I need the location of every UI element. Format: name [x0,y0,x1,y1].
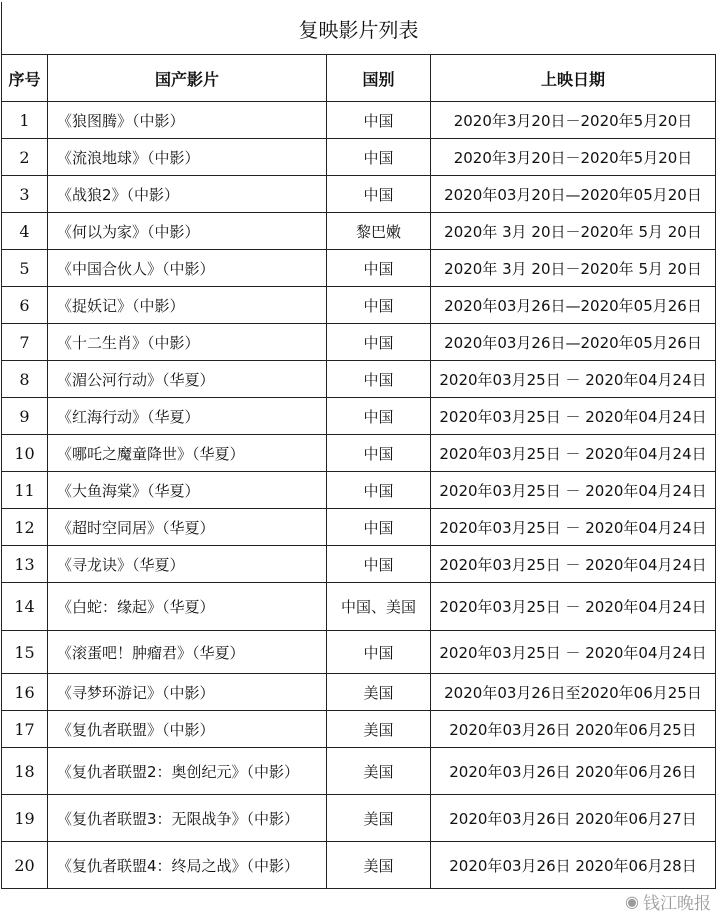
table-row [2,102,716,139]
table-row [2,711,716,748]
cell-name: 《复仇者联盟4：终局之战》（中影） [48,842,327,889]
header-row [2,55,716,102]
cell-country: 中国 [327,324,431,361]
table-row [2,631,716,674]
cell-no: 1 [2,102,48,139]
cell-date: 2020年03月20日—2020年05月20日 [431,176,716,213]
header-country: 国别 [327,55,431,102]
cell-no: 17 [2,711,48,748]
cell-date: 2020年03月25日 － 2020年04月24日 [431,361,716,398]
cell-date: 2020年03月26日 2020年06月25日 [431,711,716,748]
cell-country: 中国 [327,250,431,287]
cell-country: 美国 [327,674,431,711]
cell-no: 18 [2,748,48,795]
cell-country: 中国 [327,139,431,176]
cell-name: 《捉妖记》（中影） [48,287,327,324]
cell-country: 中国 [327,361,431,398]
cell-no: 6 [2,287,48,324]
film-table [1,1,716,889]
cell-no: 5 [2,250,48,287]
cell-name: 《十二生肖》（中影） [48,324,327,361]
table-row [2,213,716,250]
header-date: 上映日期 [431,55,716,102]
cell-name: 《复仇者联盟3：无限战争》（中影） [48,795,327,842]
cell-date: 2020年 3月 20日－2020年 5月 20日 [431,250,716,287]
cell-country: 中国 [327,102,431,139]
cell-date: 2020年03月26日 2020年06月28日 [431,842,716,889]
cell-date: 2020年03月26日 2020年06月27日 [431,795,716,842]
watermark [625,889,711,914]
cell-name: 《复仇者联盟》（中影） [48,711,327,748]
cell-name: 《滚蛋吧！肿瘤君》（华夏） [48,631,327,674]
cell-name: 《哪吒之魔童降世》（华夏） [48,435,327,472]
table-row [2,748,716,795]
cell-no: 20 [2,842,48,889]
cell-country: 黎巴嫩 [327,213,431,250]
title-row [2,2,716,55]
cell-name: 《寻龙诀》（华夏） [48,546,327,583]
table-row [2,674,716,711]
cell-name: 《何以为家》（中影） [48,213,327,250]
header-no: 序号 [2,55,48,102]
cell-name: 《中国合伙人》（中影） [48,250,327,287]
cell-date: 2020年 3月 20日－2020年 5月 20日 [431,213,716,250]
cell-date: 2020年03月26日 2020年06月26日 [431,748,716,795]
cell-date: 2020年03月25日 － 2020年04月24日 [431,509,716,546]
cell-no: 10 [2,435,48,472]
table-row [2,250,716,287]
cell-name: 《复仇者联盟2：奥创纪元》（中影） [48,748,327,795]
cell-no: 13 [2,546,48,583]
table-row [2,139,716,176]
cell-name: 《湄公河行动》（华夏） [48,361,327,398]
table-title: 复映影片列表 [2,2,716,55]
cell-name: 《流浪地球》（中影） [48,139,327,176]
cell-country: 美国 [327,842,431,889]
cell-date: 2020年03月25日 － 2020年04月24日 [431,435,716,472]
table-row [2,398,716,435]
cell-no: 2 [2,139,48,176]
cell-country: 美国 [327,748,431,795]
cell-date: 2020年03月26日—2020年05月26日 [431,287,716,324]
table-row [2,546,716,583]
table-row [2,176,716,213]
cell-name: 《大鱼海棠》（华夏） [48,472,327,509]
cell-no: 3 [2,176,48,213]
header-name: 国产影片 [48,55,327,102]
table-body [2,102,716,889]
cell-country: 中国 [327,472,431,509]
table-row [2,287,716,324]
cell-no: 4 [2,213,48,250]
cell-country: 中国 [327,509,431,546]
table-row [2,361,716,398]
cell-country: 中国 [327,546,431,583]
table-row [2,435,716,472]
cell-date: 2020年03月25日 － 2020年04月24日 [431,583,716,631]
cell-no: 12 [2,509,48,546]
cell-country: 美国 [327,711,431,748]
cell-date: 2020年3月20日－2020年5月20日 [431,102,716,139]
cell-country: 美国 [327,795,431,842]
cell-country: 中国 [327,287,431,324]
cell-country: 中国 [327,435,431,472]
cell-date: 2020年3月20日－2020年5月20日 [431,139,716,176]
cell-no: 14 [2,583,48,631]
cell-no: 19 [2,795,48,842]
cell-no: 9 [2,398,48,435]
table-row [2,583,716,631]
cell-country: 中国 [327,176,431,213]
cell-no: 7 [2,324,48,361]
cell-name: 《白蛇：缘起》（华夏） [48,583,327,631]
cell-name: 《寻梦环游记》（中影） [48,674,327,711]
cell-date: 2020年03月25日 － 2020年04月24日 [431,472,716,509]
cell-no: 16 [2,674,48,711]
cell-date: 2020年03月25日 － 2020年04月24日 [431,398,716,435]
watermark-text: 钱江晚报 [643,894,711,914]
cell-date: 2020年03月25日 － 2020年04月24日 [431,546,716,583]
weibo-icon: ◉ [625,892,639,911]
table-row [2,472,716,509]
table-row [2,795,716,842]
cell-no: 11 [2,472,48,509]
cell-name: 《战狼2》（中影） [48,176,327,213]
cell-date: 2020年03月26日—2020年05月26日 [431,324,716,361]
table-row [2,842,716,889]
cell-country: 中国 [327,398,431,435]
cell-name: 《狼图腾》（中影） [48,102,327,139]
table-row [2,324,716,361]
table-row [2,509,716,546]
cell-country: 中国、美国 [327,583,431,631]
cell-date: 2020年03月25日 － 2020年04月24日 [431,631,716,674]
cell-country: 中国 [327,631,431,674]
cell-date: 2020年03月26日至2020年06月25日 [431,674,716,711]
cell-no: 8 [2,361,48,398]
cell-name: 《超时空同居》（华夏） [48,509,327,546]
cell-no: 15 [2,631,48,674]
cell-name: 《红海行动》（华夏） [48,398,327,435]
